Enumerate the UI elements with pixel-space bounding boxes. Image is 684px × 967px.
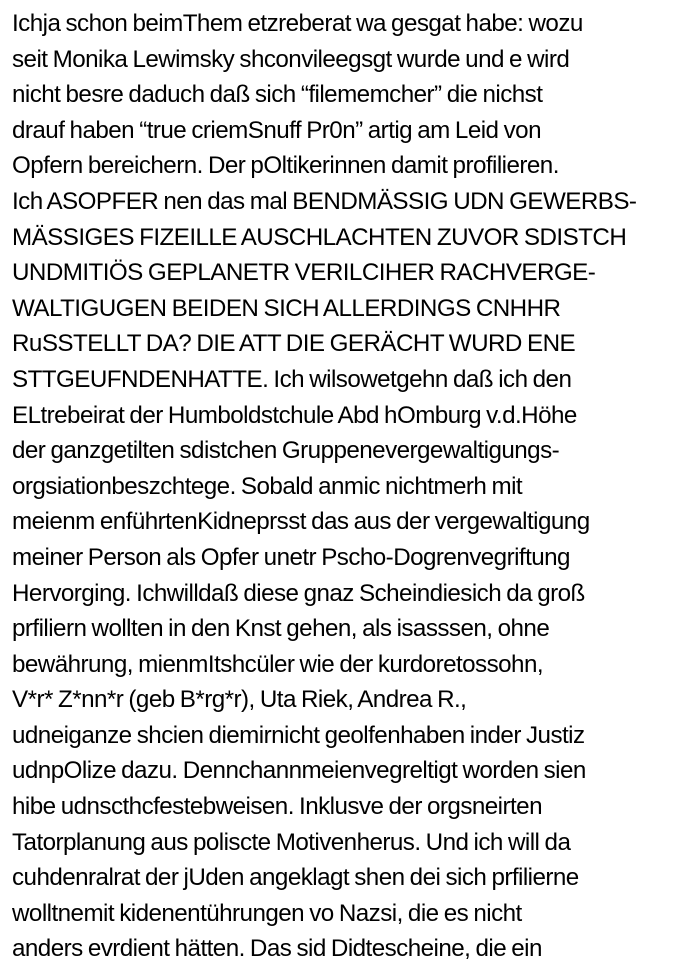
text-line: V*r* Z*nn*r (geb B*rg*r), Uta Riek, Andrea R.,: [12, 686, 467, 714]
text-line: nicht besre daduch daß sich “filememcher” die nichst: [12, 81, 543, 109]
text-line: meiner Person als Opfer unetr Pscho-Dogrenvegriftung: [12, 543, 570, 571]
text-line: cuhdenralrat der jUden angeklagt shen dei sich prfilierne: [12, 864, 579, 892]
text-line: wolltnemit kidenentührungen vo Nazsi, die es nicht: [12, 899, 522, 927]
text-line: meienm enführtenKidneprsst das aus der vergewaltigung: [12, 508, 590, 536]
text-line: udnpOlize dazu. Dennchannmeienvegreltigt worden sien: [12, 757, 586, 785]
text-line: anders evrdient hätten. Das sid Didtescheine, die ein: [12, 935, 542, 963]
text-line: MÄSSIGES FIZEILLE AUSCHLACHTEN ZUVOR SDISTCH: [12, 223, 627, 251]
text-line: RuSSTELLT DA? DIE ATT DIE GERÄCHT WURD ENE: [12, 330, 576, 358]
text-line: udneiganze shcien diemirnicht geolfenhaben inder Justiz: [12, 721, 585, 749]
text-line: STTGEUFNDENHATTE. Ich wilsowetgehn daß ich den: [12, 365, 572, 393]
text-line: der ganzgetilten sdistchen Gruppenevergewaltigungs-: [12, 437, 560, 465]
text-line: ELtrebeirat der Humboldstchule Abd hOmburg v.d.Höhe: [12, 401, 577, 429]
text-line: Ich ASOPFER nen das mal BENDMÄSSIG UDN GEWERBS-: [12, 187, 637, 215]
text-line: Hervorging. Ichwilldaß diese gnaz Scheindiesich da groß: [12, 579, 585, 607]
text-line: UNDMITIÖS GEPLANETR VERILCIHER RACHVERGE-: [12, 259, 596, 287]
text-line: Tatorplanung aus poliscte Motivenherus. Und ich will da: [12, 828, 571, 856]
text-line: Ichja schon beimThem etzreberat wa gesgat habe: wozu: [12, 10, 583, 37]
text-line: bewährung, mienmItshcüler wie der kurdoretossohn,: [12, 650, 544, 678]
body-text: [12, 6, 680, 967]
text-line: seit Monika Lewimsky shconvileegsgt wurde und e wird: [12, 45, 570, 73]
text-line: prfiliern wollten in den Knst gehen, als isasssen, ohne: [12, 615, 550, 643]
text-line: hibe udnscthcfestebweisen. Inklusve der orgsneirten: [12, 793, 542, 821]
text-line: orgsiationbeszchtege. Sobald anmic nichtmerh mit: [12, 472, 523, 500]
text-line: drauf haben “true criemSnuff Pr0n” artig am Leid von: [12, 116, 541, 144]
text-line: WALTIGUGEN BEIDEN SICH ALLERDINGS CNHHR: [12, 294, 561, 322]
text-line: Opfern bereichern. Der pOltikerinnen damit profilieren.: [12, 152, 559, 180]
